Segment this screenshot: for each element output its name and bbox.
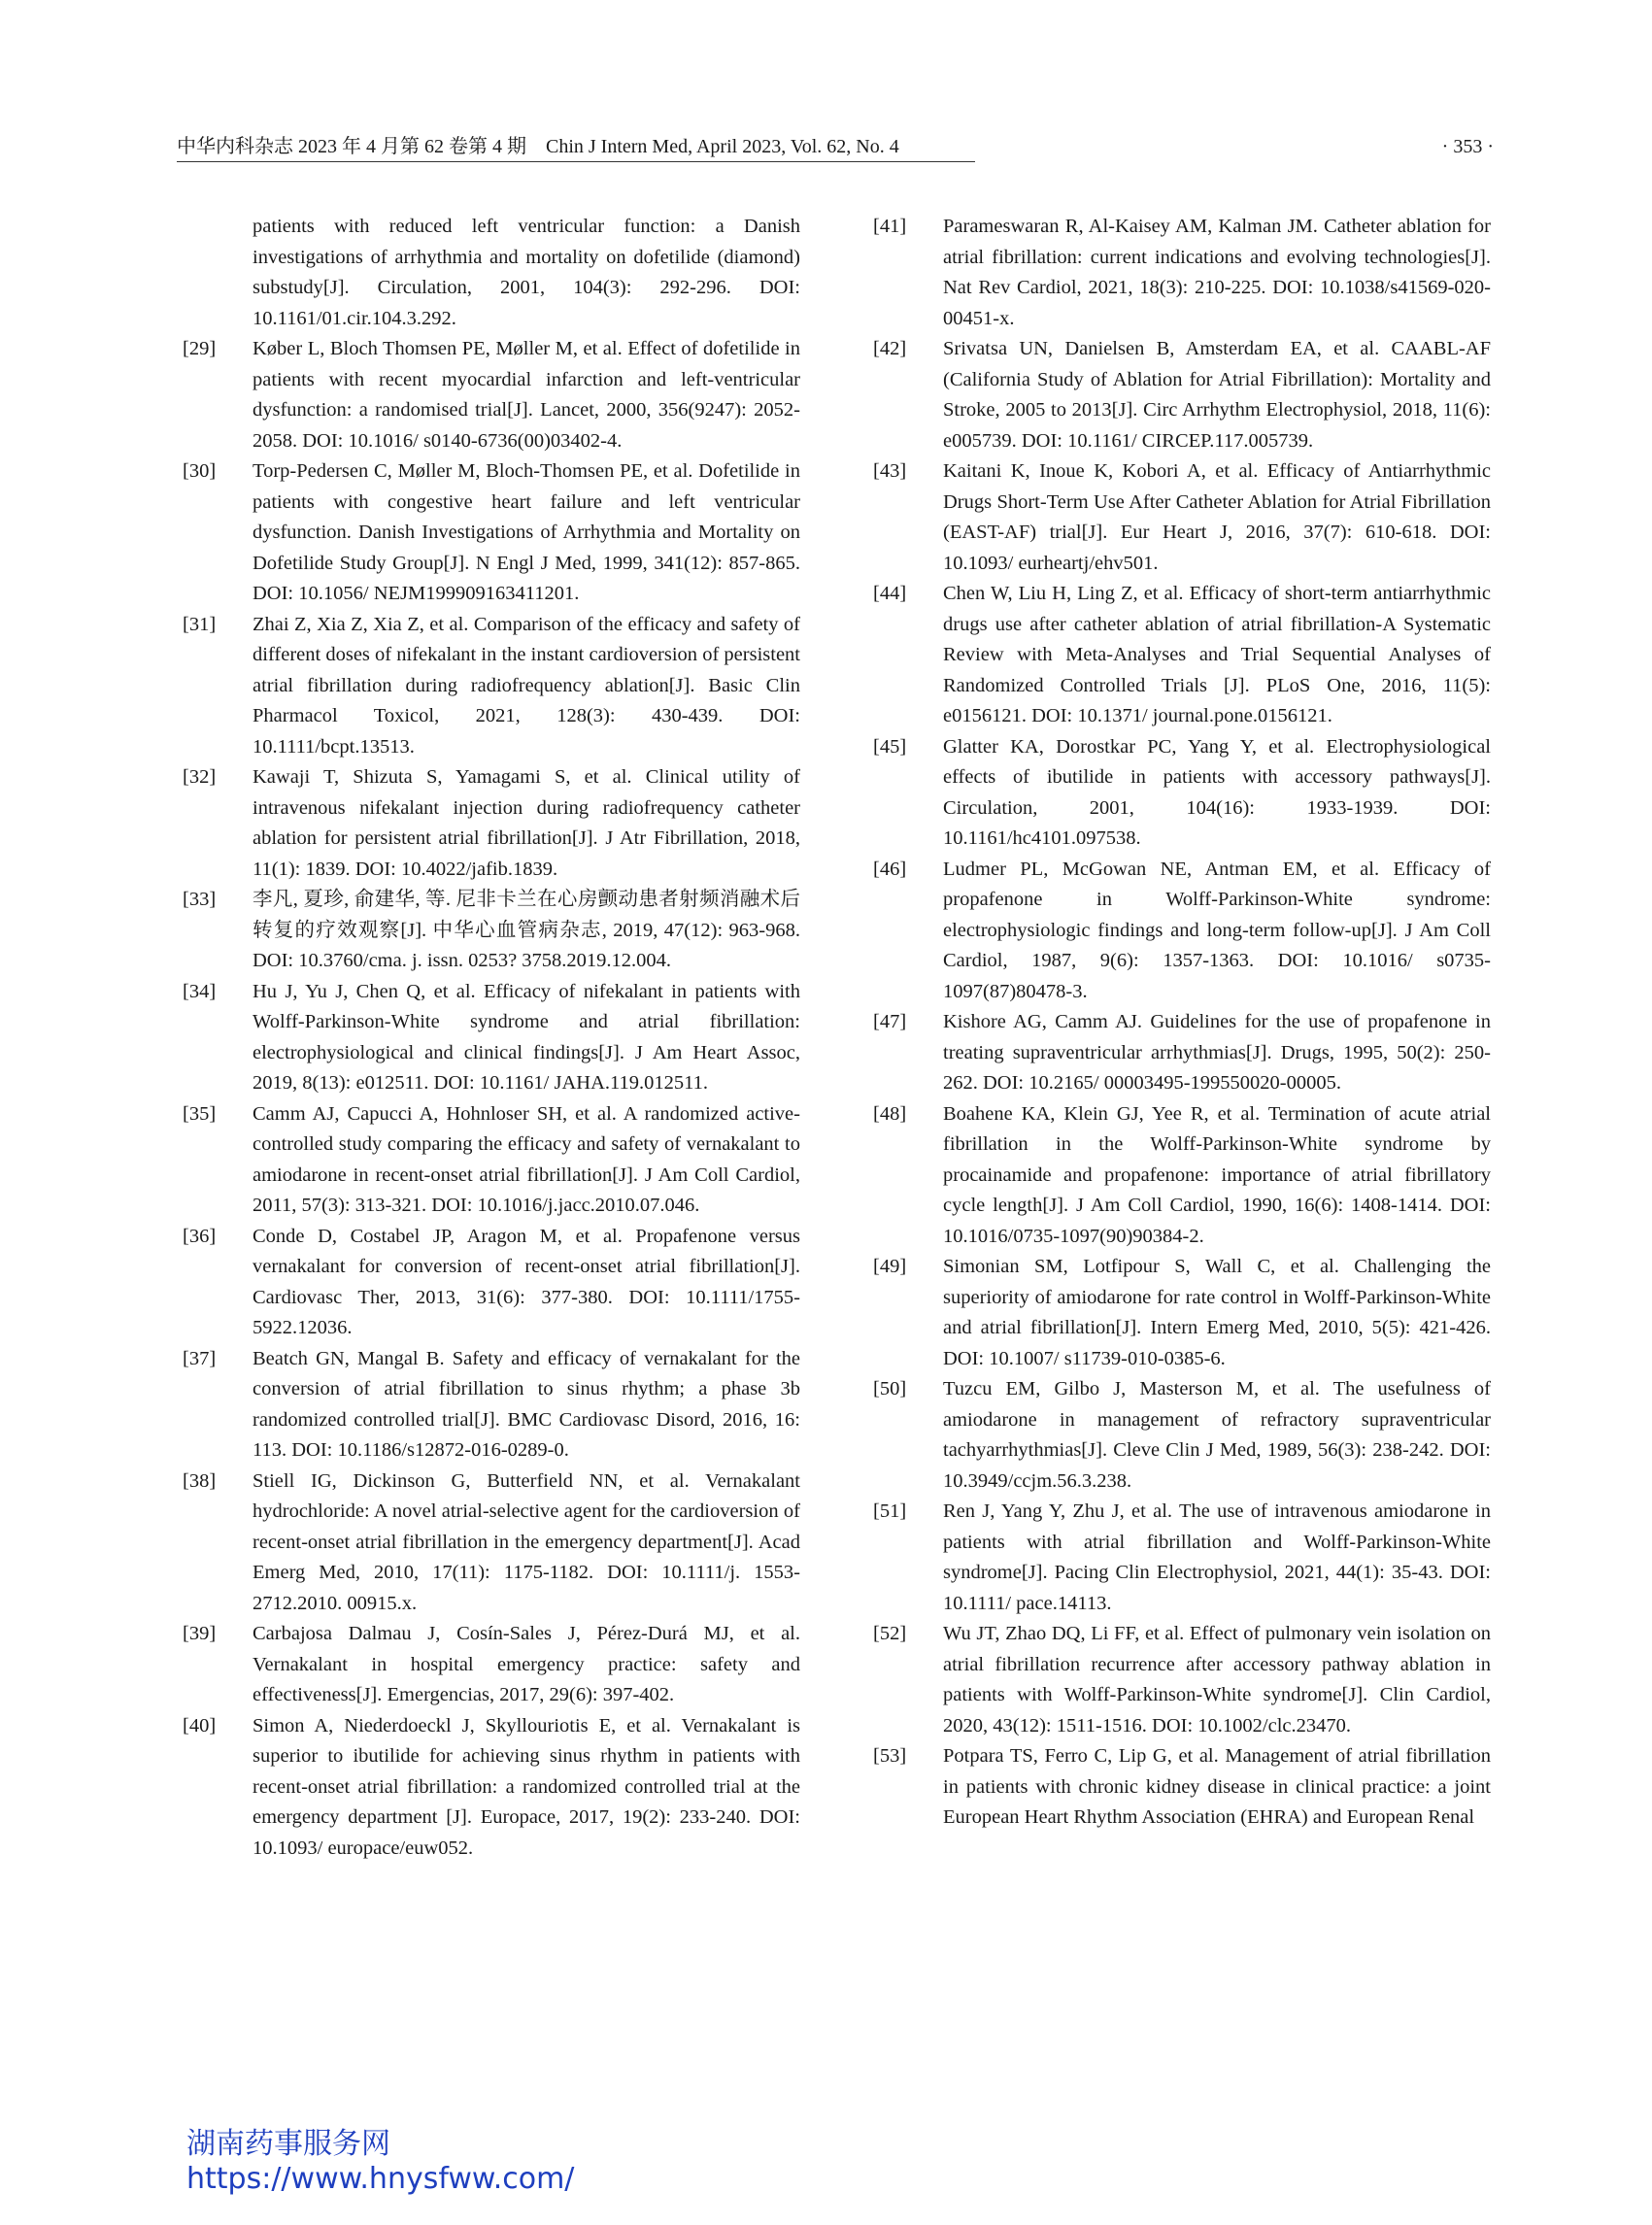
- reference-number: [52]: [873, 1623, 907, 1644]
- reference-text: Wu JT, Zhao DQ, Li FF, et al. Effect of pulmonary vein isolation on atrial fibrillation recurrence after accessory pathway ablation in patients with Wolff-Parkinson-White syndrome[J]. Clin Cardiol, 2020, 43(12): 1511-1516. DOI: 10.1002/clc.23470.: [943, 1623, 1491, 1736]
- reference-entry: [183, 1222, 800, 1344]
- reference-number: [51]: [873, 1500, 907, 1522]
- reference-text: Glatter KA, Dorostkar PC, Yang Y, et al. Electrophysiological effects of ibutilide in patients with accessory pathways[J]. Circulation, 2001, 104(16): 1933-1939. DOI: 10.1161/hc4101.097538.: [943, 735, 1491, 849]
- reference-text: Ren J, Yang Y, Zhu J, et al. The use of intravenous amiodarone in patients with atrial fibrillation and Wolff-Parkinson-White syndrome[J]. Pacing Clin Electrophysiol, 2021, 44(1): 35-43. DOI: 10.1111/ pace.14113.: [943, 1500, 1491, 1614]
- reference-text: Carbajosa Dalmau J, Cosín-Sales J, Pérez-Durá MJ, et al. Vernakalant in hospital emergency practice: safety and effectiveness[J]. Emergencias, 2017, 29(6): 397-402.: [253, 1623, 800, 1705]
- reference-entry: [873, 1252, 1491, 1374]
- reference-entry: [873, 334, 1491, 456]
- reference-text: Boahene KA, Klein GJ, Yee R, et al. Termination of acute atrial fibrillation in the Wolff-Parkinson-White syndrome by procainamide and propafenone: importance of atrial fibrillatory cycle length[J]. J Am Coll Cardiol, 1990, 16(6): 1408-1414. DOI: 10.1016/0735-1097(90)90384-2.: [943, 1102, 1491, 1247]
- reference-text: Conde D, Costabel JP, Aragon M, et al. Propafenone versus vernakalant for conversion of recent-onset atrial fibrillation[J]. Cardiovasc Ther, 2013, 31(6): 377-380. DOI: 10.1111/1755-5922.12036.: [253, 1225, 800, 1338]
- reference-number: [42]: [873, 338, 907, 359]
- reference-number: [33]: [183, 889, 217, 910]
- reference-entry: [873, 1374, 1491, 1497]
- reference-number: [35]: [183, 1102, 217, 1125]
- reference-text: Camm AJ, Capucci A, Hohnloser SH, et al. A randomized active-controlled study comparing the efficacy and safety of vernakalant to amiodarone in recent-onset atrial fibrillation[J]. J Am Coll Cardiol, 2011, 57(3): 313-321. DOI: 10.1016/j.jacc.2010.07.046.: [253, 1102, 800, 1216]
- reference-text: patients with reduced left ventricular function: a Danish investigations of arrhythmia and mortality on dofetilide (diamond) substudy[J]. Circulation, 2001, 104(3): 292-296. DOI: 10.1161/01.cir.104.3.292.: [253, 216, 800, 329]
- reference-text: Kishore AG, Camm AJ. Guidelines for the use of propafenone in treating supraventricular arrhythmias[J]. Drugs, 1995, 50(2): 250-262. DOI: 10.2165/ 00003495-199550020-00005.: [943, 1011, 1491, 1094]
- reference-text: Ludmer PL, McGowan NE, Antman EM, et al. Efficacy of propafenone in Wolff-Parkinson-White syndrome: electrophysiologic findings and long-term follow-up[J]. J Am Coll Cardiol, 1987, 9(6): 1357-1363. DOI: 10.1016/ s0735-1097(87)80478-3.: [943, 858, 1491, 1002]
- reference-text: Køber L, Bloch Thomsen PE, Møller M, et al. Effect of dofetilide in patients with recent myocardial infarction and left-ventricular dysfunction: a randomised trial[J]. Lancet, 2000, 356(9247): 2052-2058. DOI: 10.1016/ s0140-6736(00)03402-4.: [253, 338, 800, 452]
- reference-number: [29]: [183, 338, 217, 359]
- reference-entry: [183, 456, 800, 610]
- reference-entry: [873, 1497, 1491, 1619]
- reference-number: [30]: [183, 460, 217, 482]
- references-left-column: [183, 212, 800, 1864]
- journal-citation: 中华内科杂志 2023 年 4 月第 62 卷第 4 期 Chin J Intern Med, April 2023, Vol. 62, No. 4: [177, 132, 975, 162]
- reference-text: Chen W, Liu H, Ling Z, et al. Efficacy of short-term antiarrhythmic drugs use after catheter ablation of atrial fibrillation-A Systematic Review with Meta-Analyses and Trial Sequential Analyses of Randomized Controlled Trials [J]. PLoS One, 2016, 11(5): e0156121. DOI: 10.1371/ journal.pone.0156121.: [943, 583, 1491, 726]
- reference-number: [41]: [873, 216, 907, 237]
- reference-number: [48]: [873, 1102, 907, 1125]
- reference-entry: [873, 732, 1491, 855]
- reference-text: Srivatsa UN, Danielsen B, Amsterdam EA, et al. CAABL-AF (California Study of Ablation for Atrial Fibrillation): Mortality and Stroke, 2005 to 2013[J]. Circ Arrhythm Electrophysiol, 2018, 11(6): e005739. DOI: 10.1161/ CIRCEP.117.005739.: [943, 338, 1491, 452]
- reference-text: Torp-Pedersen C, Møller M, Bloch-Thomsen PE, et al. Dofetilide in patients with congestive heart failure and left ventricular dysfunction. Danish Investigations of Arrhythmia and Mortality on Dofetilide Study Group[J]. N Engl J Med, 1999, 341(12): 857-865. DOI: 10.1056/ NEJM199909163411201.: [253, 460, 800, 604]
- site-name: 湖南药事服务网: [186, 2127, 390, 2161]
- reference-entry: [873, 1619, 1491, 1741]
- reference-text: Kawaji T, Shizuta S, Yamagami S, et al. Clinical utility of intravenous nifekalant injection during radiofrequency catheter ablation for persistent atrial fibrillation[J]. J Atr Fibrillation, 2018, 11(1): 1839. DOI: 10.4022/jafib.1839.: [253, 766, 800, 880]
- reference-number: [43]: [873, 460, 907, 482]
- reference-entry: [183, 885, 800, 977]
- page-number: · 353 ·: [1441, 136, 1494, 157]
- reference-text: Beatch GN, Mangal B. Safety and efficacy of vernakalant for the conversion of atrial fibrillation to sinus rhythm; a phase 3b randomized controlled trial[J]. BMC Cardiovasc Disord, 2016, 16: 113. DOI: 10.1186/s12872-016-0289-0.: [253, 1347, 800, 1461]
- reference-entry: [183, 1619, 800, 1711]
- reference-number: [37]: [183, 1347, 217, 1369]
- site-url-link[interactable]: https://www.hnysfww.com/: [186, 2162, 575, 2196]
- reference-number: [34]: [183, 980, 217, 1002]
- reference-text: Simonian SM, Lotfipour S, Wall C, et al. Challenging the superiority of amiodarone for rate control in Wolff-Parkinson-White and atrial fibrillation[J]. Intern Emerg Med, 2010, 5(5): 421-426. DOI: 10.1007/ s11739-010-0385-6.: [943, 1256, 1491, 1369]
- reference-entry: [873, 579, 1491, 732]
- reference-text: Stiell IG, Dickinson G, Butterfield NN, et al. Vernakalant hydrochloride: A novel atrial-selective agent for the cardioversion of recent-onset atrial fibrillation in the emergency department[J]. Acad Emerg Med, 2010, 17(11): 1175-1182. DOI: 10.1111/j. 1553-2712.2010. 00915.x.: [253, 1469, 800, 1614]
- reference-entry: [183, 212, 800, 334]
- reference-entry: [873, 212, 1491, 334]
- reference-number: [32]: [183, 766, 217, 788]
- reference-number: [31]: [183, 613, 217, 635]
- reference-entry: [183, 334, 800, 456]
- reference-entry: [873, 855, 1491, 1008]
- reference-number: [50]: [873, 1378, 907, 1399]
- reference-number: [36]: [183, 1225, 217, 1247]
- reference-text: Potpara TS, Ferro C, Lip G, et al. Management of atrial fibrillation in patients with chronic kidney disease in clinical practice: a joint European Heart Rhythm Association (EHRA) and European Renal: [943, 1745, 1491, 1828]
- running-header: [177, 132, 1494, 161]
- reference-number: [45]: [873, 735, 907, 758]
- reference-entry: [183, 1344, 800, 1466]
- reference-number: [47]: [873, 1011, 907, 1032]
- reference-text: Zhai Z, Xia Z, Xia Z, et al. Comparison of the efficacy and safety of different doses of nifekalant in the instant cardioversion of persistent atrial fibrillation during radiofrequency ablation[J]. Basic Clin Pharmacol Toxicol, 2021, 128(3): 430-439. DOI: 10.1111/bcpt.13513.: [253, 613, 800, 758]
- reference-number: [53]: [873, 1745, 907, 1767]
- reference-entry: [183, 762, 800, 885]
- reference-entry: [183, 1099, 800, 1222]
- reference-entry: [873, 1007, 1491, 1099]
- reference-number: [46]: [873, 858, 907, 880]
- reference-number: [40]: [183, 1714, 217, 1736]
- reference-number: [49]: [873, 1256, 907, 1277]
- reference-entry: [873, 456, 1491, 579]
- references-right-column: [873, 212, 1491, 1834]
- reference-text: Simon A, Niederdoeckl J, Skyllouriotis E, et al. Vernakalant is superior to ibutilide for achieving sinus rhythm in patients with recent-onset atrial fibrillation: a randomized controlled trial at the emergency department [J]. Europace, 2017, 19(2): 233-240. DOI: 10.1093/ europace/euw052.: [253, 1714, 800, 1859]
- reference-text: Parameswaran R, Al-Kaisey AM, Kalman JM. Catheter ablation for atrial fibrillation: current indications and evolving technologies[J]. Nat Rev Cardiol, 2021, 18(3): 210-225. DOI: 10.1038/s41569-020-00451-x.: [943, 216, 1491, 329]
- reference-entry: [183, 610, 800, 763]
- reference-entry: [873, 1099, 1491, 1253]
- reference-entry: [183, 977, 800, 1099]
- watermark-footer: [186, 2127, 574, 2197]
- reference-number: [44]: [873, 583, 907, 604]
- reference-text: 李凡, 夏珍, 俞建华, 等. 尼非卡兰在心房颤动患者射频消融术后转复的疗效观察[J]. 中华心血管病杂志, 2019, 47(12): 963-968. DOI: 10.3760/cma. j. issn. 0253? 3758.2019.12.004.: [253, 889, 800, 971]
- reference-number: [38]: [183, 1469, 217, 1492]
- reference-entry: [183, 1466, 800, 1620]
- reference-text: Tuzcu EM, Gilbo J, Masterson M, et al. The usefulness of amiodarone in management of refractory supraventricular tachyarrhythmias[J]. Cleve Clin J Med, 1989, 56(3): 238-242. DOI: 10.3949/ccjm.56.3.238.: [943, 1378, 1491, 1492]
- reference-entry: [183, 1711, 800, 1865]
- reference-text: Hu J, Yu J, Chen Q, et al. Efficacy of nifekalant in patients with Wolff-Parkinson-White syndrome and atrial fibrillation: electrophysiological and clinical findings[J]. J Am Heart Assoc, 2019, 8(13): e012511. DOI: 10.1161/ JAHA.119.012511.: [253, 980, 800, 1094]
- reference-text: Kaitani K, Inoue K, Kobori A, et al. Efficacy of Antiarrhythmic Drugs Short-Term Use After Catheter Ablation for Atrial Fibrillation (EAST-AF) trial[J]. Eur Heart J, 2016, 37(7): 610-618. DOI: 10.1093/ eurheartj/ehv501.: [943, 460, 1491, 574]
- reference-entry: [873, 1741, 1491, 1834]
- reference-number: [39]: [183, 1623, 217, 1644]
